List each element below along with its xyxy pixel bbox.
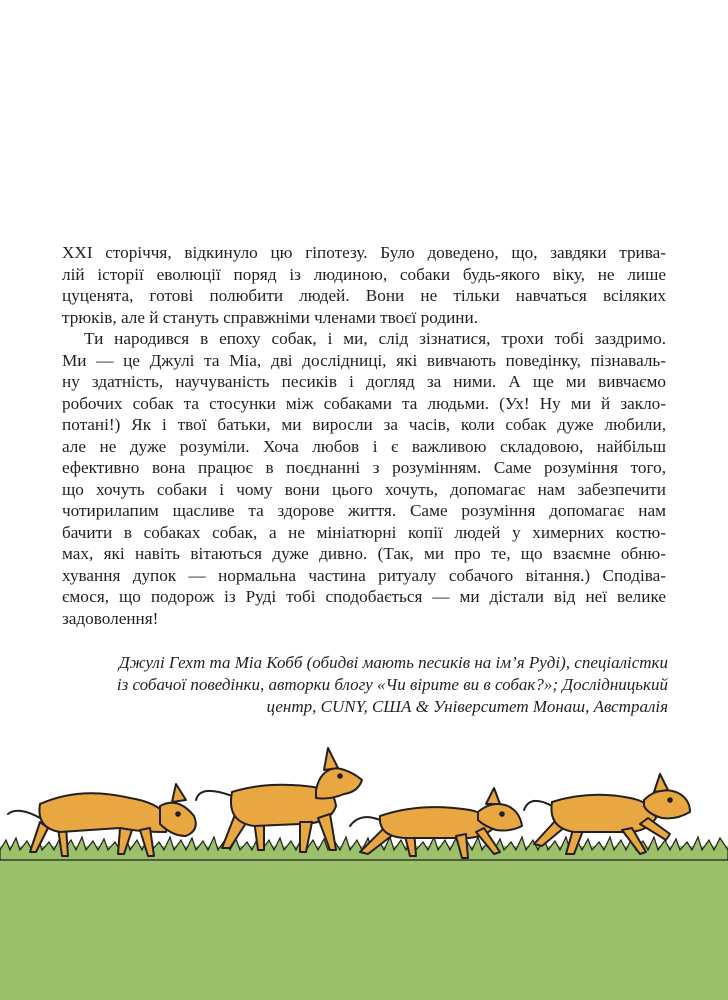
dog-2 xyxy=(196,748,362,852)
text-line: Ми — це Джулі та Міа, дві дослідниці, які вивчають поведінку, пізнаваль- xyxy=(62,350,666,370)
text-line: але не дуже розуміли. Хоча любов і є важливою складовою, найбільш xyxy=(62,436,666,456)
text-line: лій історії еволюції поряд із людиною, собаки будь-якого віку, не лише xyxy=(62,264,666,284)
text-line: що хочуть собаки і чому вони цього хочуть, допомагає нам забезпечити xyxy=(62,479,666,499)
text-line: Ти народився в епоху собак, і ми, слід зізнатися, трохи тобі заздримо. xyxy=(84,329,666,348)
signature-line: центр, CUNY, США & Університет Монаш, Австралія xyxy=(266,697,668,716)
text-line: хування дупок — нормальна частина ритуалу собачого вітання.) Сподіва- xyxy=(62,565,666,585)
text-line: потані!) Як і твої батьки, ми виросли за часів, коли собак дуже любили, xyxy=(62,415,666,434)
text-line: XXI сторіччя, відкинуло цю гіпотезу. Було доведено, що, завдяки трива- xyxy=(62,243,666,262)
text-line: ефективно вона працює в поєднанні з розумінням. Саме розуміння того, xyxy=(62,458,666,477)
paragraph-1 xyxy=(62,242,666,328)
text-line: робочих собак та стосунки між собаками та людьми. (Ух! Ну ми й закло- xyxy=(62,393,666,413)
author-signature xyxy=(62,652,668,718)
body-text xyxy=(62,242,666,629)
paragraph-2 xyxy=(62,328,666,629)
signature-line: Джулі Гехт та Міа Кобб (обидві мають песиків на ім’я Руді), спеціалістки xyxy=(118,653,668,672)
text-line: бачити в собаках собак, а не мініатюрні копії людей у химерних костю- xyxy=(62,522,666,542)
text-line: ну здатність, научуваність песиків і догляд за ними. А ще ми вивчаємо xyxy=(62,372,666,391)
text-line: задоволення! xyxy=(62,608,159,628)
text-line: чотирилапим щасливе та здорове життя. Саме розуміння допомагає нам xyxy=(62,501,666,520)
signature-line: із собачої поведінки, авторки блогу «Чи вірите ви в собак?»; Дослідницький xyxy=(116,675,668,694)
text-line: мах, які навіть вітаються дуже дивно. (Так, ми про те, що взаємне обню- xyxy=(62,544,666,563)
grass-field xyxy=(0,846,728,1000)
text-line: трюків, але й стануть справжніми членами твоєї родини. xyxy=(62,307,478,327)
text-line: цуценята, готові полюбити людей. Вони не тільки навчаться всіляких xyxy=(62,286,666,305)
running-dogs-illustration xyxy=(0,740,728,1000)
text-line: ємося, що подорож із Руді тобі сподобається — ми дістали від неї велике xyxy=(62,587,666,606)
